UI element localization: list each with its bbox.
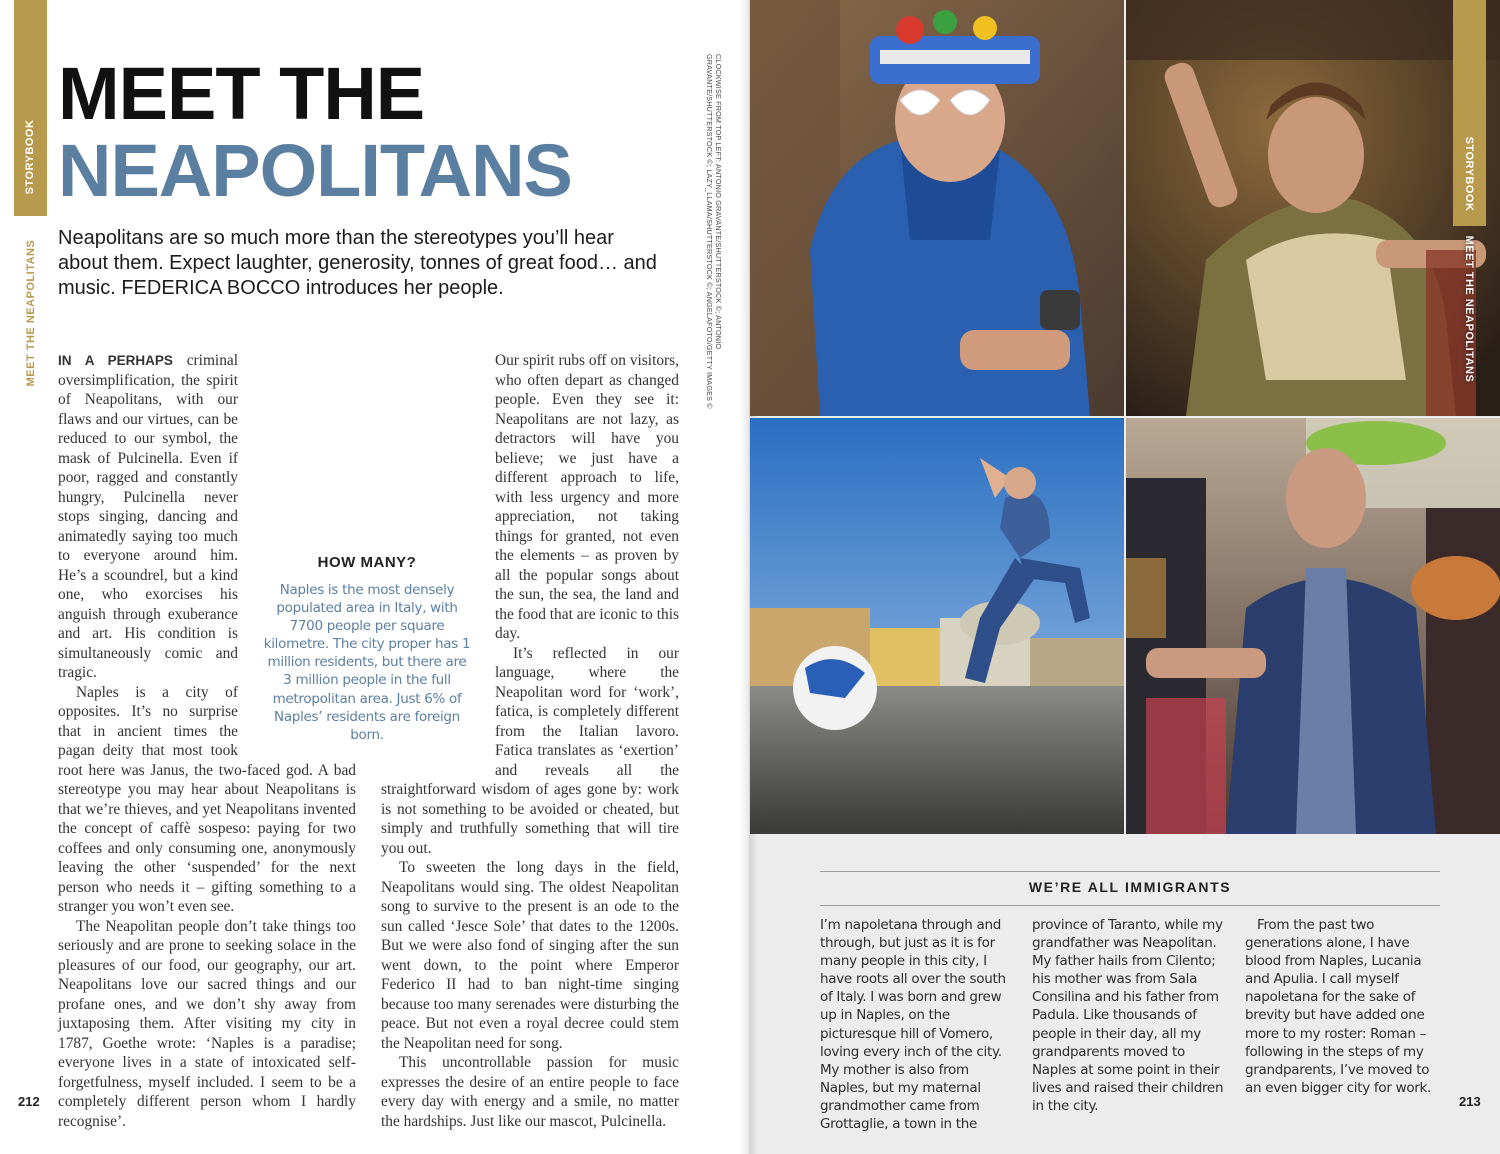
- box-column-1-text: I’m napoletana through and through, but just as it is for many people in this city, I have roots all over the south of Italy. I was born and grew up in Naples, on the picturesque hill of Vomero, loving every inch of the city. My mother is also from Naples, but my maternal grandmother came from Grottaglie, a town in the: [820, 917, 1006, 1133]
- box-rule-top: [820, 871, 1440, 872]
- body-paragraph-1-text: criminal oversimplification, the spirit of Neapolitans, with our flaws and our virtues, can be reduced to our symbol, the mask of Pulcinella. Even if poor, ragged and constantly hungry, Pulcinella never stops singing, dancing and animatedly saying too much to everyone around him. He’s a scoundrel, but a kind one, who exorcises his anguish through exuberance and art. His condition is simultaneously comic and tragic.: [58, 352, 238, 681]
- box-column-2-text: province of Taranto, while my grandfather was Neapolitan. My father hails from Cilento; his mother was from Sala Consilina and his father from Padula. Like thousands of people in their day, all my grandparents moved to Naples at some point in their lives and raised their children in the city.: [1032, 917, 1224, 1114]
- body-paragraph-5: It’s reflected in our language, where the Neapolitan word for ‘work’, fatica, is completely different from the Italian lavoro. Fatica translates as ‘exertion’ and reveals all the straightforward wisdom of ages gone by: work is not something to be avoided or cheated, but simply and truthfully something that will tire you out.: [381, 644, 679, 857]
- body-paragraph-4: Our spirit rubs off on visitors, who often depart as changed people. Even they see it: Neapolitans are not lazy, as detractors will have you believe; we just have a different approach to life, with less urgency and more appreciation, not taking things for granted, not even the elements – as proven by all the popular songs about the sun, the sea, the land and the food that are iconic to this day.: [495, 352, 679, 642]
- section-tab-label: STORYBOOK: [24, 119, 36, 195]
- section-tab-left: [14, 0, 47, 216]
- body-paragraph-2: Naples is a city of opposites. It’s no surprise that in ancient times the pagan deity that most took root here was Janus, the two-faced god. A bad stereotype you may hear about Neapolitans is that we’re thieves, and yet Neapolitans invented the concept of caffè sospeso: paying for two coffees and only consuming one, anonymously leaving the other ‘suspended’ for the next person who needs it – gifting something to a stranger you won’t even see.: [58, 683, 356, 915]
- lead-in: IN A PERHAPS: [58, 353, 173, 368]
- running-head-right: MEET THE NEAPOLITANS: [1463, 235, 1475, 383]
- photo-credits: [705, 54, 723, 414]
- body-paragraph-6: To sweeten the long days in the field, Neapolitans would sing. The oldest Neapolitan song to survive to the present is an ode to the sun called ‘Jesce Sole’ that dates to the 1200s. But we were also fond of singing after the sun went down, to the point where Emperor Federico II had to ban night-time singing because too many serenades were disturbing the peace. But not even a royal decree could stem the Neapolitan need for song.: [381, 859, 679, 1052]
- box-column-3: [1245, 916, 1441, 1097]
- callout-text: Naples is the most densely populated area in Italy, with 7700 people per square kilometre. The city proper has 1 million residents, but there are 3 million people in the full metropolitan area. Just 6% of Naples’ residents are foreign born.: [263, 582, 471, 743]
- box-column-2: [1032, 916, 1228, 1115]
- photo-credits-text: CLOCKWISE FROM TOP LEFT: ANTONIO GRAVANTE/SHUTTERSTOCK ©; ANTONIO GRAVANTE/SHUTTERSTOCK ©; LAZY_LLAMA/SHUTTERSTOCK ©; ANGELAFOTO/GETTY IMAGES ©: [705, 54, 723, 409]
- photo-top-right: [1126, 0, 1500, 416]
- box-title: WE’RE ALL IMMIGRANTS: [1028, 879, 1232, 895]
- article-title-line-1: MEET THE: [58, 52, 425, 135]
- article-title-line-2: NEAPOLITANS: [58, 129, 572, 212]
- box-column-3-text: From the past two generations alone, I have blood from Naples, Lucania and Apulia. I call myself napoletana for the sake of brevity but have added one more to my roster: Roman – following in the steps of my grandparents, I’ve moved to an even bigger city for work.: [1245, 917, 1432, 1096]
- section-tab-label-right: STORYBOOK: [1463, 136, 1475, 212]
- how-many-callout: [262, 554, 472, 744]
- photo-bottom-right: [1126, 418, 1500, 834]
- page-number-left: 212: [18, 1094, 40, 1109]
- callout-title: HOW MANY?: [317, 554, 417, 571]
- photo-top-left: [750, 0, 1124, 416]
- body-paragraph-7: This uncontrollable passion for music expresses the desire of an entire people to face every day with energy and a smile, no matter the hardships. Just like our mascot, Pulcinella.: [381, 1054, 679, 1130]
- running-head-left: MEET THE NEAPOLITANS: [25, 239, 37, 387]
- box-rule-bottom: [820, 905, 1440, 906]
- page-number-right: 213: [1459, 1094, 1481, 1109]
- box-column-1: [820, 916, 1016, 1133]
- body-paragraph-3: The Neapolitan people don’t take things too seriously and are prone to seeking solace in the pleasures of our food, our geography, our art. Neapolitans love our sacred things and our profane ones, and we don’t shy away from juxtaposing them. After visiting my city in 1787, Goethe wrote: ‘Naples is a paradise; everyone lives in a state of intoxicated self-forgetfulness, myself included. I seem to be a completely different person whom I hardly recognise’.: [58, 917, 356, 1130]
- section-tab-right: [1453, 0, 1486, 226]
- photo-bottom-left: [750, 418, 1124, 834]
- article-standfirst: Neapolitans are so much more than the stereotypes you’ll hear about them. Expect laughter, generosity, tonnes of great food… and music. FEDERICA BOCCO introduces her people.: [58, 227, 657, 299]
